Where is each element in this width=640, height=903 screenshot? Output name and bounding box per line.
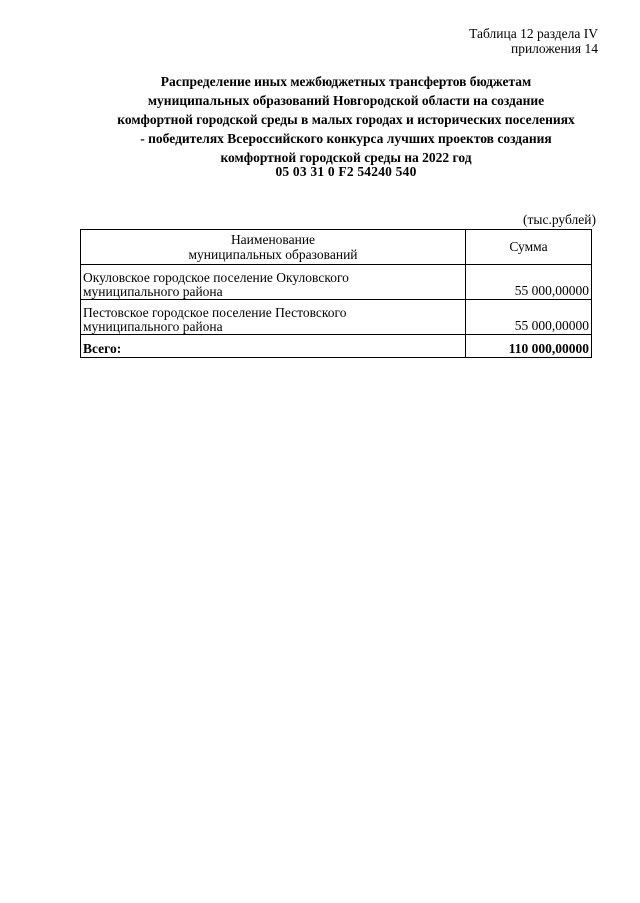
title-line: комфортной городской среды на 2022 год bbox=[220, 150, 472, 165]
table-row bbox=[81, 300, 592, 335]
header-sum-cell: Сумма bbox=[466, 230, 592, 265]
unit-label: (тыс.рублей) bbox=[523, 212, 596, 227]
document-reference bbox=[469, 26, 598, 56]
title-line: - победителях Всероссийского конкурса лучших проектов создания bbox=[140, 131, 552, 146]
title-line: Распределение иных межбюджетных трансфертов бюджетам bbox=[160, 74, 532, 89]
title-line: комфортной городской среды в малых городах и исторических поселениях bbox=[117, 112, 575, 127]
header-name-line: Наименование bbox=[230, 232, 316, 247]
municipality-name-line: муниципального района bbox=[83, 319, 223, 334]
municipality-name-cell bbox=[81, 300, 466, 335]
reference-table-number: Таблица 12 раздела IV bbox=[469, 26, 598, 41]
title-line: муниципальных образований Новгородской области на создание bbox=[147, 93, 545, 108]
budget-classification-code: 05 03 31 0 F2 54240 540 bbox=[275, 164, 417, 179]
allocation-table bbox=[80, 229, 592, 358]
amount-cell: 55 000,00000 bbox=[466, 300, 592, 335]
total-amount-cell: 110 000,00000 bbox=[466, 335, 592, 358]
header-name-line: муниципальных образований bbox=[188, 247, 358, 262]
table-row bbox=[81, 265, 592, 300]
table-header-row bbox=[81, 230, 592, 265]
municipality-name-line: Окуловское городское поселение Окуловского bbox=[83, 270, 349, 285]
total-label-cell: Всего: bbox=[81, 335, 466, 358]
municipality-name-line: муниципального района bbox=[83, 284, 223, 299]
document-title bbox=[82, 72, 610, 167]
reference-appendix-number: приложения 14 bbox=[510, 41, 598, 56]
municipality-name-line: Пестовское городское поселение Пестовского bbox=[83, 305, 347, 320]
total-row bbox=[81, 335, 592, 358]
municipality-name-cell bbox=[81, 265, 466, 300]
header-name-cell bbox=[81, 230, 466, 265]
amount-cell: 55 000,00000 bbox=[466, 265, 592, 300]
